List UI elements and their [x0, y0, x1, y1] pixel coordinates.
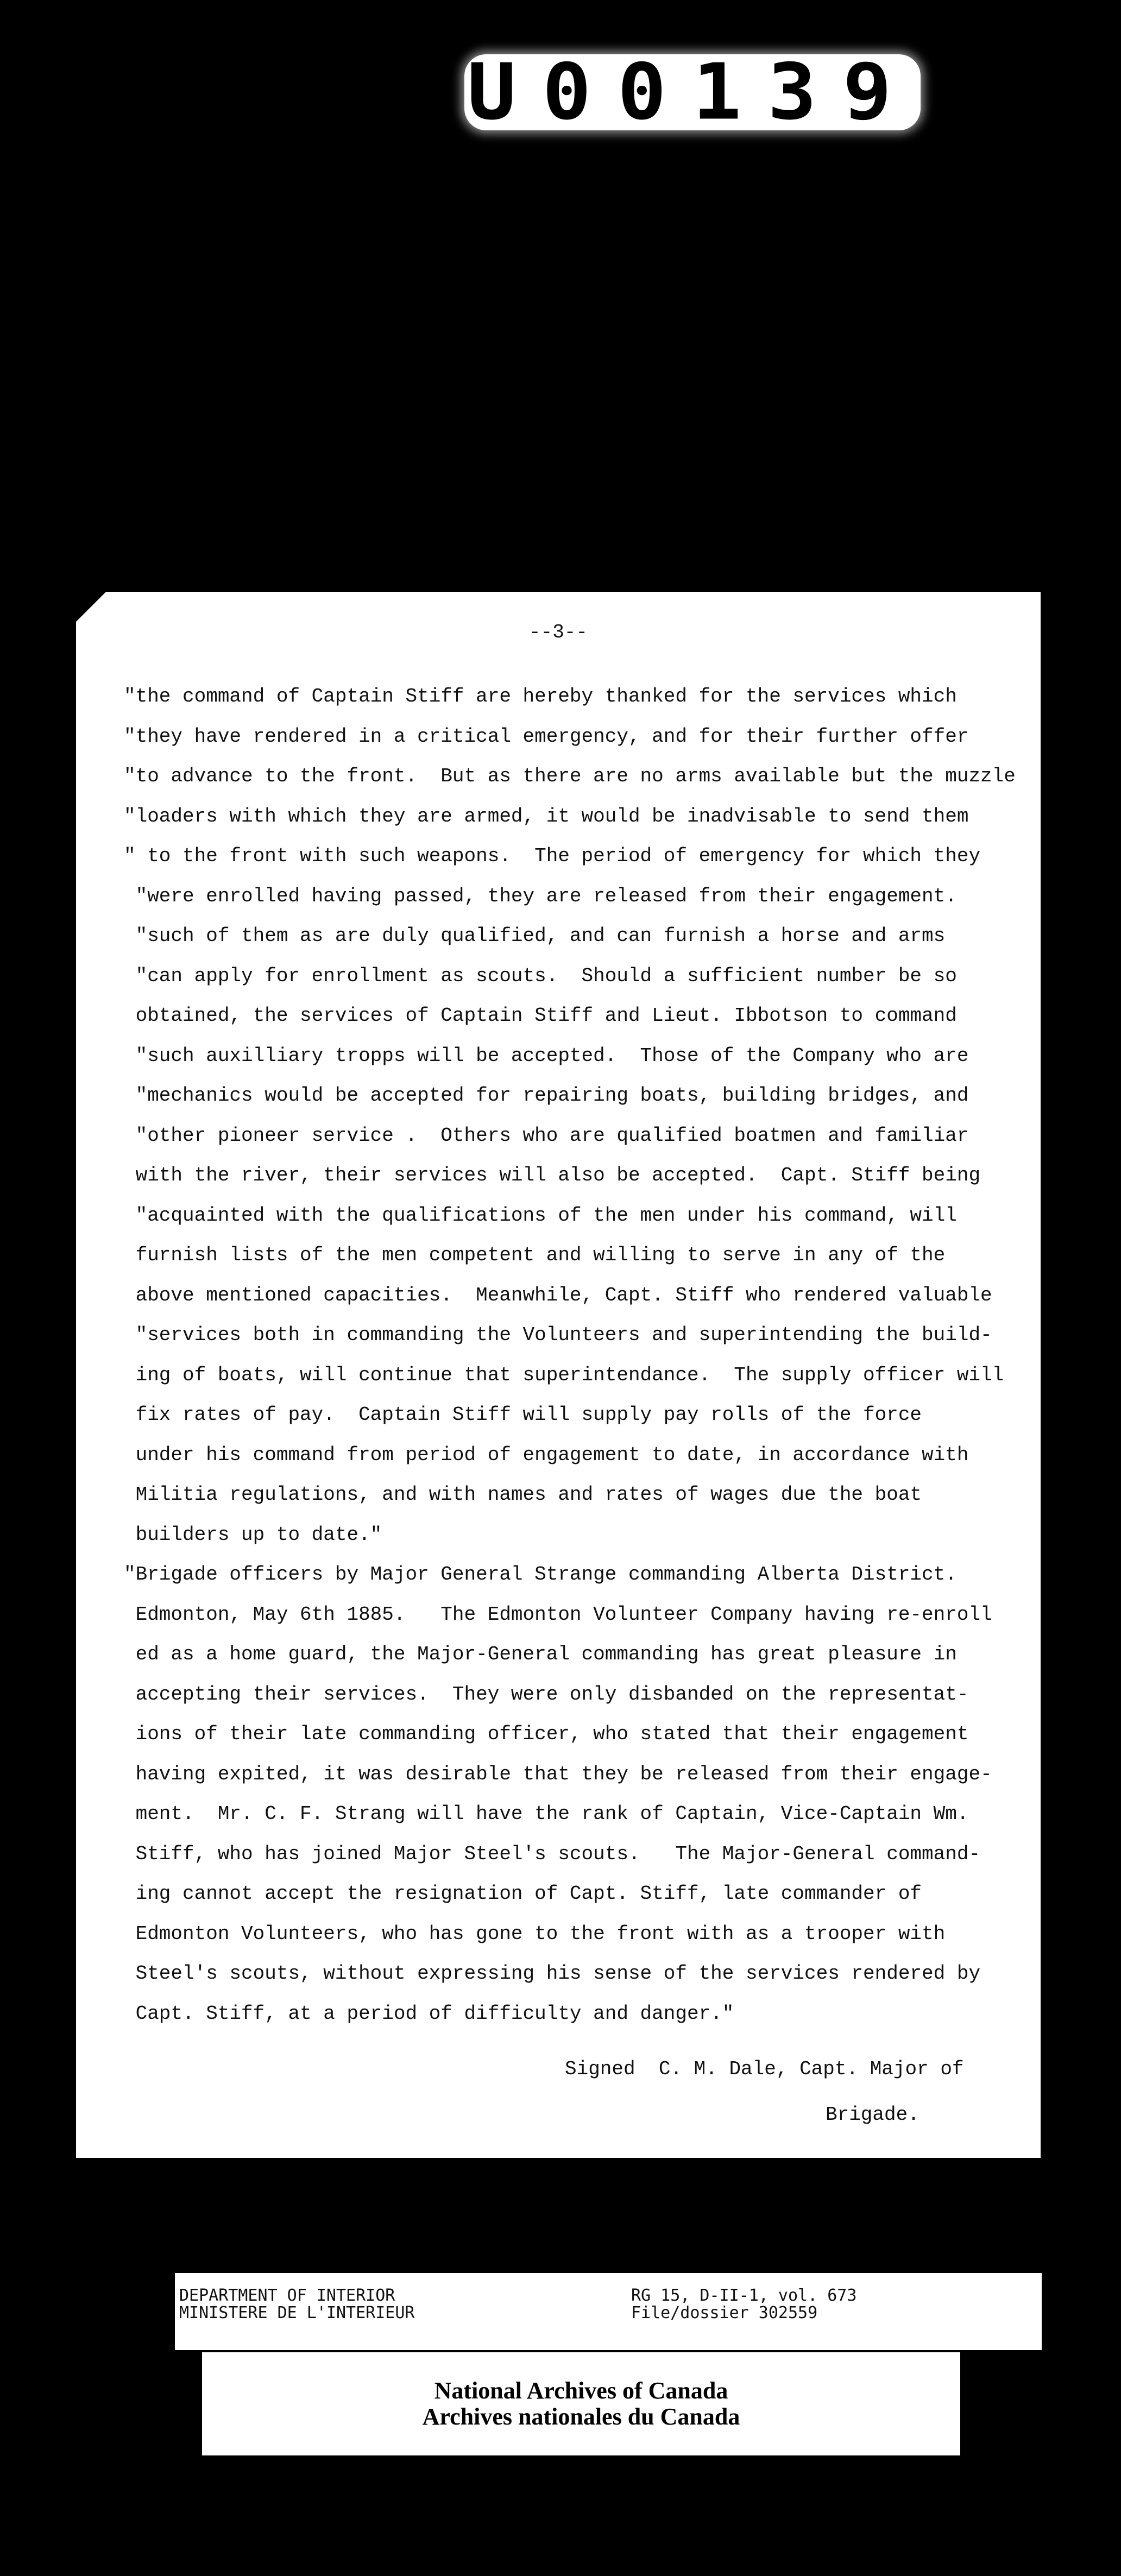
text-line: "other pioneer service . Others who are qualified boatmen and familiar	[124, 1124, 969, 1147]
signature-line-2: Brigade.	[826, 2104, 920, 2126]
text-line: "acquainted with the qualifications of the men under his command, will	[124, 1204, 957, 1227]
text-line: Edmonton, May 6th 1885. The Edmonton Volunteer Company having re-enroll	[124, 1603, 992, 1626]
text-line: accepting their services. They were only disbanded on the representat-	[124, 1683, 969, 1706]
folded-corner	[76, 584, 114, 622]
text-line: Capt. Stiff, at a period of difficulty and danger."	[124, 2002, 734, 2025]
text-line: Steel's scouts, without expressing his sense of the services rendered by	[124, 1962, 981, 1985]
file-number: File/dossier 302559	[631, 2303, 818, 2322]
record-group: RG 15, D-II-1, vol. 673	[631, 2286, 857, 2305]
text-line: Stiff, who has joined Major Steel's scouts. The Major-General command-	[124, 1842, 981, 1865]
text-line: "such auxilliary tropps will be accepted. Those of the Company who are	[124, 1044, 969, 1067]
department-fr: MINISTERE DE L'INTERIEUR	[179, 2303, 415, 2322]
text-line: "were enrolled having passed, they are released from their engagement.	[124, 885, 957, 907]
archives-name-fr: Archives nationales du Canada	[422, 2403, 740, 2430]
text-line: ment. Mr. C. F. Strang will have the rank of Captain, Vice-Captain Wm.	[124, 1803, 969, 1825]
text-line: "can apply for enrollment as scouts. Should a sufficient number be so	[124, 964, 957, 987]
text-line: "the command of Captain Stiff are hereby thanked for the services which	[124, 685, 957, 708]
text-line: furnish lists of the men competent and willing to serve in any of the	[124, 1244, 946, 1266]
text-line: builders up to date."	[124, 1523, 382, 1546]
text-line: "they have rendered in a critical emergency, and for their further offer	[124, 725, 969, 748]
record-group-label	[631, 2287, 857, 2322]
text-line: "services both in commanding the Volunteers and superintending the build-	[124, 1324, 992, 1346]
page-number: --3--	[528, 621, 588, 643]
archives-credit	[202, 2352, 960, 2455]
text-line: "such of them as are duly qualified, and can furnish a horse and arms	[124, 925, 946, 947]
text-line: "mechanics would be accepted for repairing boats, building bridges, and	[124, 1084, 969, 1107]
signature-line: Signed C. M. Dale, Capt. Major of	[565, 2058, 964, 2080]
text-line: "Brigade officers by Major General Strange commanding Alberta District.	[124, 1563, 957, 1586]
archives-name-en: National Archives of Canada	[434, 2377, 728, 2404]
text-line: Militia regulations, and with names and rates of wages due the boat	[124, 1483, 922, 1506]
text-line: under his command from period of engagement to date, in accordance with	[124, 1443, 969, 1466]
text-line: ions of their late commanding officer, who stated that their engagement	[124, 1723, 969, 1745]
text-line: with the river, their services will also be accepted. Capt. Stiff being	[124, 1164, 981, 1186]
text-line: ed as a home guard, the Major-General commanding has great pleasure in	[124, 1643, 957, 1665]
stamp-number: U00139	[467, 47, 918, 137]
department-label	[179, 2287, 414, 2322]
text-line: ing cannot accept the resignation of Capt. Stiff, late commander of	[124, 1883, 922, 1905]
document-stamp	[464, 47, 921, 137]
text-line: fix rates of pay. Captain Stiff will supply pay rolls of the force	[124, 1404, 922, 1426]
archive-reference-label	[175, 2273, 1042, 2350]
text-line: " to the front with such weapons. The period of emergency for which they	[124, 845, 981, 867]
text-line: "to advance to the front. But as there are no arms available but the muzzle	[124, 765, 1016, 787]
text-line: above mentioned capacities. Meanwhile, Capt. Stiff who rendered valuable	[124, 1284, 992, 1306]
text-line: Edmonton Volunteers, who has gone to the front with as a trooper with	[124, 1922, 946, 1945]
text-line: ing of boats, will continue that superintendance. The supply officer will	[124, 1363, 1004, 1386]
department-en: DEPARTMENT OF INTERIOR	[179, 2286, 395, 2305]
document-page	[76, 592, 1041, 2158]
text-line: having expited, it was desirable that they be released from their engage-	[124, 1763, 992, 1785]
text-line: "loaders with which they are armed, it would be inadvisable to send them	[124, 805, 969, 828]
text-line: obtained, the services of Captain Stiff and Lieut. Ibbotson to command	[124, 1005, 957, 1027]
document-body	[124, 677, 1025, 2034]
